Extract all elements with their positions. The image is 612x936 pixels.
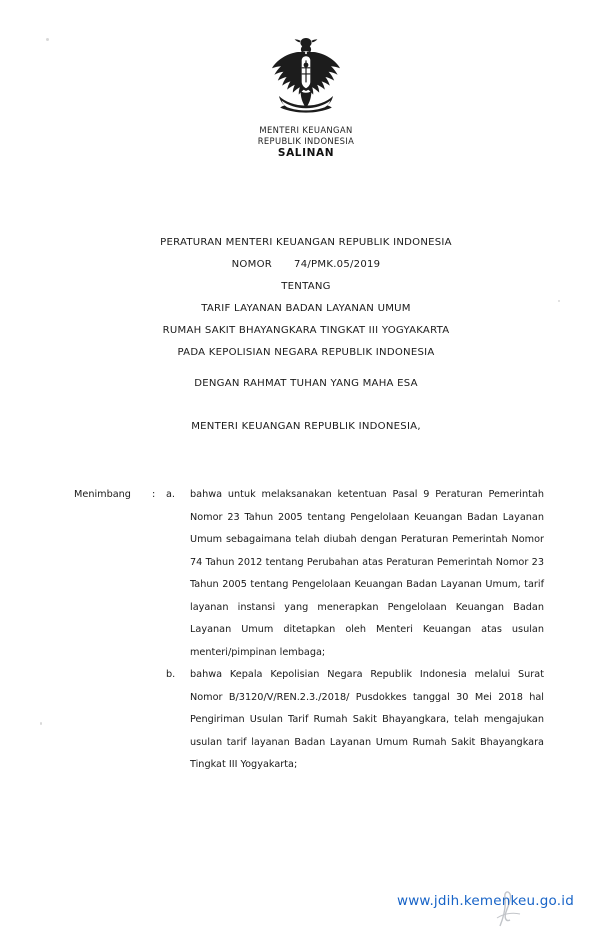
considering-text-a: bahwa untuk melaksanakan ketentuan Pasal 9 Peraturan Pemerintah Nomor 23 Tahun 2005 tentang Pengelolaan Keuangan Badan Layanan Umum sebagaimana telah diubah dengan Peraturan Pemerintah Nomor 74 Tahun 2012 tentang Perubahan atas Peraturan Pemerintah Nomor 23 Tahun 2005 tentang Pengelolaan Keuangan Badan Layanan Umum, tarif layanan instansi yang menerapkan Pengelolaan Keuangan Badan Layanan Umum ditetapkan oleh Menteri Keuangan atas usulan menteri/pimpinan lembaga;: [190, 489, 544, 658]
authority-line: MENTERI KEUANGAN REPUBLIK INDONESIA,: [191, 421, 421, 432]
signature-watermark: [494, 888, 524, 928]
ministry-line-1: MENTERI KEUANGAN: [259, 125, 353, 135]
subject-line-1: TARIF LAYANAN BADAN LAYANAN UMUM: [201, 303, 411, 314]
considering-item-b: [74, 664, 544, 777]
copy-mark: SALINAN: [277, 147, 335, 159]
footer-url[interactable]: www.jdih.kemenkeu.go.id: [396, 893, 574, 909]
regulation-title-block: [0, 232, 612, 364]
ministry-heading: [0, 125, 612, 160]
considering-label: Menimbang: [74, 489, 131, 500]
nomor-label: NOMOR: [231, 259, 273, 270]
title-line-1: PERATURAN MENTERI KEUANGAN REPUBLIK INDONESIA: [160, 237, 452, 248]
considering-letter-a: a.: [166, 489, 176, 500]
subject-line-2: RUMAH SAKIT BHAYANGKARA TINGKAT III YOGYAKARTA: [162, 325, 450, 336]
regulation-number-row: [0, 254, 612, 276]
nomor-value: 74/PMK.05/2019: [294, 259, 381, 270]
garuda-pancasila-emblem: [267, 34, 345, 116]
considering-text-b: bahwa Kepala Kepolisian Negara Republik Indonesia melalui Surat Nomor B/3120/V/REN.2.3./2018/ Pusdokkes tanggal 30 Mei 2018 hal Pengiriman Usulan Tarif Rumah Sakit Bhayangkara, telah mengajukan usulan tarif layanan Badan Layanan Umum Rumah Sakit Bhayangkara Tingkat III Yogyakarta;: [190, 669, 544, 770]
considering-colon: :: [152, 489, 156, 500]
scan-speck: [40, 722, 42, 725]
subject-line-3: PADA KEPOLISIAN NEGARA REPUBLIK INDONESIA: [177, 347, 435, 358]
tentang-label: TENTANG: [281, 281, 331, 292]
considering-section: [74, 484, 544, 777]
considering-item-a: [74, 484, 544, 664]
considering-letter-b: b.: [166, 669, 176, 680]
emblem-container: [0, 34, 612, 120]
ministry-line-2: REPUBLIK INDONESIA: [257, 135, 355, 146]
blessing-line: DENGAN RAHMAT TUHAN YANG MAHA ESA: [194, 378, 418, 389]
